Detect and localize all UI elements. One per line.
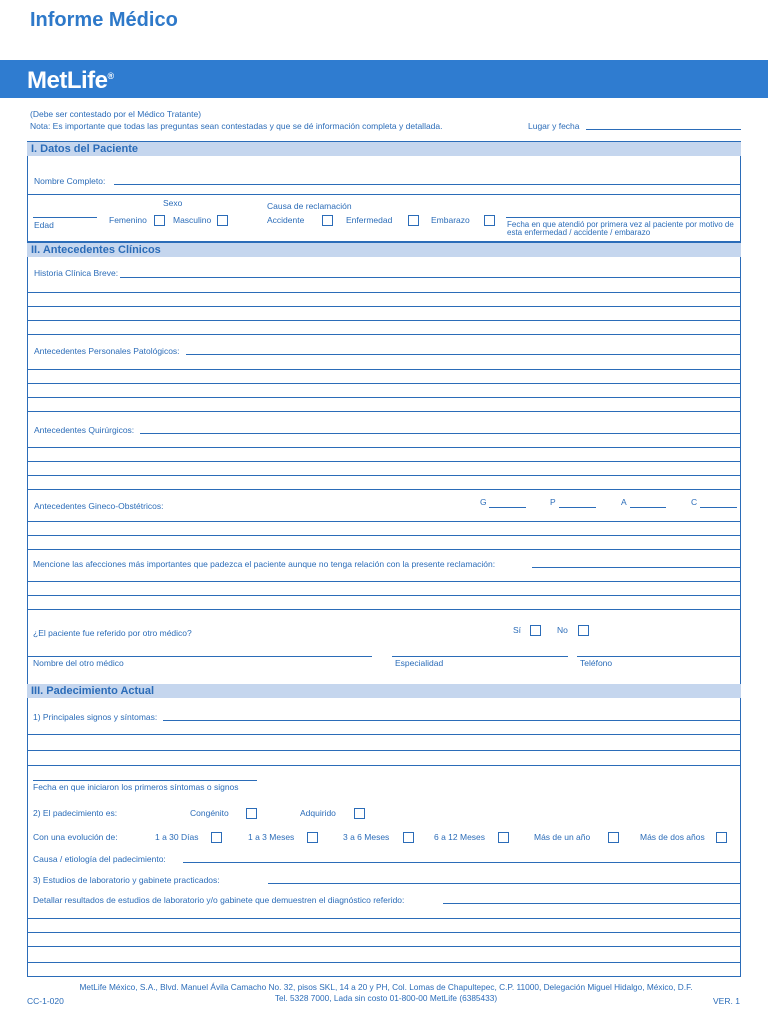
female-label: Femenino: [109, 215, 147, 225]
writing-line[interactable]: [27, 946, 741, 947]
a-field[interactable]: [630, 507, 666, 508]
c-field[interactable]: [700, 507, 737, 508]
full-name-label: Nombre Completo:: [34, 176, 106, 186]
other-doctor-field[interactable]: [27, 656, 372, 657]
symptoms-label: 1) Principales signos y síntomas:: [33, 712, 158, 722]
divider: [27, 194, 741, 195]
section-1-header: I. Datos del Paciente: [27, 142, 741, 156]
congenital-label: Congénito: [190, 808, 229, 818]
phone-label: Teléfono: [580, 658, 613, 668]
g-field[interactable]: [489, 507, 526, 508]
writing-line[interactable]: [27, 461, 741, 462]
detail-field[interactable]: [443, 903, 741, 904]
accident-checkbox[interactable]: [322, 215, 333, 226]
writing-line[interactable]: [27, 535, 741, 536]
writing-line[interactable]: [27, 750, 741, 751]
intro-instruction: (Debe ser contestado por el Médico Tratante): [30, 109, 202, 119]
illness-checkbox[interactable]: [408, 215, 419, 226]
evolution-option-label: 1 a 30 Días: [155, 832, 199, 842]
writing-line[interactable]: [27, 549, 741, 550]
evolution-option-label: 3 a 6 Meses: [343, 832, 390, 842]
studies-label: 3) Estudios de laboratorio y gabinete practicados:: [33, 875, 220, 885]
writing-line[interactable]: [27, 962, 741, 963]
cause-field[interactable]: [183, 862, 741, 863]
writing-line[interactable]: [27, 489, 741, 490]
evolution-over-1-year-checkbox[interactable]: [608, 832, 619, 843]
writing-line[interactable]: [27, 369, 741, 370]
evolution-option-label: Más de un año: [534, 832, 591, 842]
evolution-6-12-months-checkbox[interactable]: [498, 832, 509, 843]
metlife-logo: MetLife®: [27, 67, 114, 94]
brief-history-field[interactable]: [120, 277, 741, 278]
congenital-checkbox[interactable]: [246, 808, 257, 819]
male-checkbox[interactable]: [217, 215, 228, 226]
symptoms-field[interactable]: [163, 720, 741, 721]
detail-label: Detallar resultados de estudios de laboratorio y/o gabinete que demuestren el diagnóstico referido:: [33, 895, 405, 905]
form-version: VER. 1: [713, 996, 740, 1006]
age-field[interactable]: [33, 217, 97, 218]
writing-line[interactable]: [27, 609, 741, 610]
symptom-date-field[interactable]: [33, 780, 257, 781]
studies-field[interactable]: [268, 883, 741, 884]
sex-label: Sexo: [163, 198, 183, 208]
writing-line[interactable]: [27, 765, 741, 766]
writing-line[interactable]: [27, 932, 741, 933]
affections-label: Mencione las afecciones más importantes que padezca el paciente aunque no tenga relación con la presente reclamación:: [33, 559, 496, 569]
condition-label: 2) El padecimiento es:: [33, 808, 118, 818]
writing-line[interactable]: [27, 734, 741, 735]
specialty-label: Especialidad: [395, 658, 444, 668]
section-3-header: III. Padecimiento Actual: [27, 684, 741, 698]
footer-phone: Tel. 5328 7000, Lada sin costo 01-800-00 MetLife (6385433): [274, 993, 498, 1003]
affections-field[interactable]: [532, 567, 741, 568]
symptom-date-label: Fecha en que iniciaron los primeros síntomas o signos: [33, 782, 239, 792]
specialty-field[interactable]: [392, 656, 568, 657]
phone-field[interactable]: [577, 656, 741, 657]
brand-banner: [0, 60, 768, 98]
brief-history-label: Historia Clínica Breve:: [34, 268, 119, 278]
full-name-field[interactable]: [114, 184, 741, 185]
intro-note: Nota: Es importante que todas las preguntas sean contestadas y que se dé información completa y detallada.: [30, 121, 443, 131]
yes-label: Sí: [513, 625, 522, 635]
form-code: CC-1-020: [27, 996, 64, 1006]
first-attention-label: Fecha en que atendió por primera vez al paciente por motivo de esta enfermedad / accidente / embarazo: [507, 220, 734, 238]
writing-line[interactable]: [27, 306, 741, 307]
acquired-label: Adquirido: [300, 808, 336, 818]
pathological-history-field[interactable]: [186, 354, 741, 355]
referred-label: ¿El paciente fue referido por otro médico?: [33, 628, 192, 638]
pathological-history-label: Antecedentes Personales Patológicos:: [34, 346, 180, 356]
footer-address: MetLife México, S.A., Blvd. Manuel Ávila Camacho No. 32, pisos SKL, 14 a 20 y PH, Col. Lomas de Chapultepec, C.P. 11000, Delegación Miguel Hidalgo, México, D.F.: [79, 982, 693, 992]
evolution-1-30-days-checkbox[interactable]: [211, 832, 222, 843]
other-doctor-label: Nombre del otro médico: [33, 658, 124, 668]
writing-line[interactable]: [27, 292, 741, 293]
illness-label: Enfermedad: [346, 215, 393, 225]
a-label: A: [621, 497, 627, 507]
writing-line[interactable]: [27, 447, 741, 448]
accident-label: Accidente: [267, 215, 305, 225]
pregnancy-label: Embarazo: [431, 215, 470, 225]
evolution-over-2-years-checkbox[interactable]: [716, 832, 727, 843]
evolution-option-label: 1 a 3 Meses: [248, 832, 295, 842]
surgical-history-label: Antecedentes Quirúrgicos:: [34, 425, 135, 435]
writing-line[interactable]: [27, 918, 741, 919]
evolution-3-6-months-checkbox[interactable]: [403, 832, 414, 843]
male-label: Masculino: [173, 215, 212, 225]
writing-line[interactable]: [27, 595, 741, 596]
acquired-checkbox[interactable]: [354, 808, 365, 819]
female-checkbox[interactable]: [154, 215, 165, 226]
claim-cause-label: Causa de reclamación: [267, 201, 352, 211]
evolution-option-label: Más de dos años: [640, 832, 705, 842]
writing-line[interactable]: [27, 383, 741, 384]
no-label: No: [557, 625, 568, 635]
place-date-field[interactable]: [586, 129, 741, 130]
c-label: C: [691, 497, 698, 507]
section-2-header: II. Antecedentes Clínicos: [27, 243, 741, 257]
pregnancy-checkbox[interactable]: [484, 215, 495, 226]
writing-line[interactable]: [27, 334, 741, 335]
first-attention-date-field[interactable]: [506, 217, 741, 218]
page-title: Informe Médico: [30, 9, 178, 31]
writing-line[interactable]: [27, 475, 741, 476]
referred-no-checkbox[interactable]: [578, 625, 589, 636]
writing-line[interactable]: [27, 581, 741, 582]
evolution-label: Con una evolución de:: [33, 832, 118, 842]
place-date-label: Lugar y fecha: [528, 121, 580, 131]
referred-yes-checkbox[interactable]: [530, 625, 541, 636]
writing-line[interactable]: [27, 320, 741, 321]
writing-line[interactable]: [27, 397, 741, 398]
age-label: Edad: [34, 220, 54, 230]
surgical-history-field[interactable]: [140, 433, 741, 434]
writing-line[interactable]: [27, 411, 741, 412]
g-label: G: [480, 497, 487, 507]
writing-line[interactable]: [27, 521, 741, 522]
p-field[interactable]: [559, 507, 596, 508]
gyneco-history-label: Antecedentes Gineco-Obstétricos:: [34, 501, 164, 511]
cause-label: Causa / etiología del padecimiento:: [33, 854, 166, 864]
evolution-option-label: 6 a 12 Meses: [434, 832, 486, 842]
p-label: P: [550, 497, 556, 507]
evolution-1-3-months-checkbox[interactable]: [307, 832, 318, 843]
